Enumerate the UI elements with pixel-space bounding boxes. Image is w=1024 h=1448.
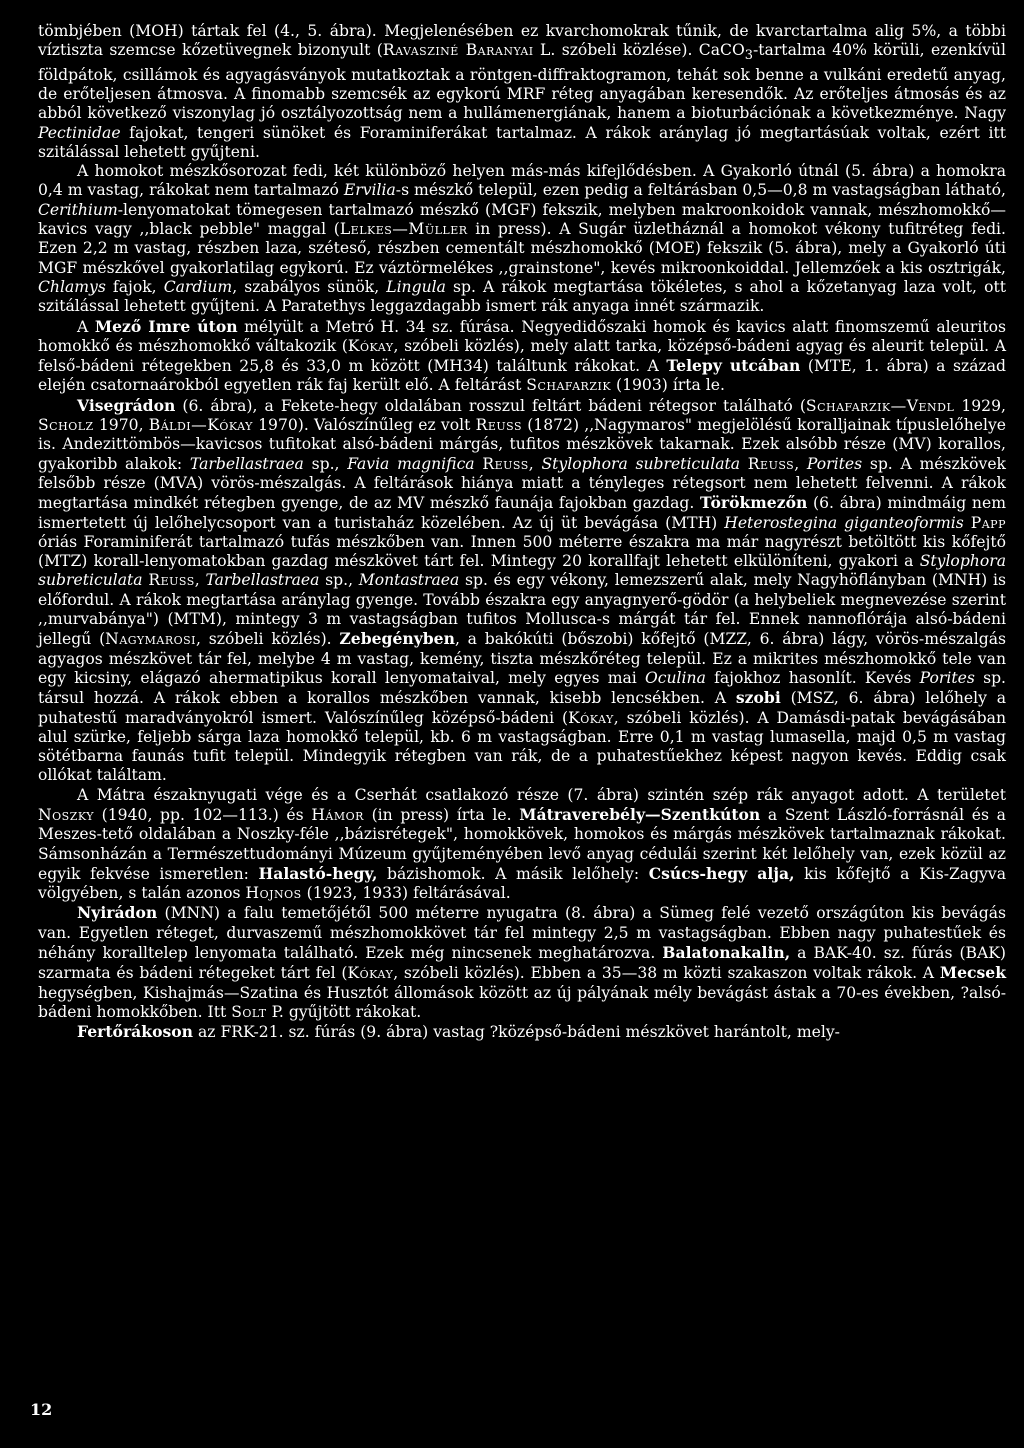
- taxon-name: Tarbellastraea: [189, 454, 304, 473]
- paragraph-metro-borehole: A Mező Imre úton mélyült a Metró H. 34 sz. fúrása. Negyedidőszaki homok és kavics alatt finomszemű aleuritos homokkő és mészhomokkő váltakozik (Kókay, szóbeli közlés), mely alatt tarka, középső-bádeni agyag és aleurit települ. A felső-bádeni rétegekben 25,8 és 33,0 m között (MH34) találtunk rákokat. A Telepy utcában (MTE, 1. ábra) a század elején csatornaárokból egyetlen rák faj került elő. A feltárást Schafarzik (1903) írta le.: [38, 316, 1006, 395]
- locality-name: Mező Imre úton: [94, 316, 238, 336]
- taxon-name: Oculina: [645, 668, 706, 687]
- taxon-name: Chlamys: [38, 277, 106, 296]
- locality-name: Telepy utcában: [666, 356, 801, 376]
- paragraph-visegrad: Visegrádon (6. ábra), a Fekete-hegy oldalában rosszul feltárt bádeni rétegsor található (Schafarzik—Vendl 1929, Scholz 1970, Báldi—Kókay 1970). Valószínűleg ez volt Reuss (1872) ,,Nagymaros" megjelölésű koralljainak típuslelőhelye is. Andezittömbös—kavicsos tufitokat alsó-bádeni márgás, tufitos mészkövek takarnak. Ezek alsóbb része (MV) korallos, gyakoribb alakok: Tarbellastraea sp., Favia magnifica Reuss, Stylophora subreticulata Reuss, Porites sp. A mészkövek felsőbb része (MVA) vörös-mészalgás. A feltárások hiánya miatt a tényleges rétegsort nem lehetett felvenni. A rákok megtartása mindkét rétegben gyenge, de az MV mészkő faunája fajokban gazdag. Törökmezőn (6. ábra) mindmáig nem ismertetett új lelőhelycsoport van a turistaház közelében. Az új üt bevágása (MTH) Heterostegina giganteoformis Papp óriás Foraminiferát tartalmazó tufás mészkőben van. Innen 500 méterre északra ma már nagyrészt betöltött kis kőfejtő (MTZ) korall-lenyomatokban gazdag mészkövet tárt fel. Mintegy 20 korallfajt lehetett elkülöníteni, gyakori a Stylophora subreticulata Reuss, Tarbellastraea sp., Montastraea sp. és egy vékony, lemezszerű alak, mely Nagyhöflányban (MNH) is előfordul. A rákok megtartása aránylag gyenge. Tovább északra egy anyagnyerő-gödör (a helybeliek megnevezése szerint ,,murvabánya") (MTM), mintegy 3 m vastagságban tufitos Mollusca-s márgát tár fel. Ennek nannoflórája alsó-bádeni jellegű (Nagymarosi, szóbeli közlés). Zebegényben, a bakókúti (bőszobi) kőfejtő (MZZ, 6. ábra) lágy, vörös-mészalgás agyagos mészkövet tár fel, melybe 4 m vastag, kemény, tiszta mészkőréteg települ. Ez a mikrites mészhomokkő tele van egy kicsiny, elágazó ahermatipikus korall lenyomataival, mely egyes mai Oculina fajokhoz hasonlít. Kevés Porites sp. társul hozzá. A rákok ebben a korallos mészkőben vannak, kisebb lencsékben. A szobi (MSZ, 6. ábra) lelőhely a puhatestű maradványokról ismert. Valószínűleg középső-bádeni (Kókay, szóbeli közlés). A Damásdi-patak bevágásában alul szürke, feljebb sárga laza homokkő települ, kb. 6 m vastagságban. Erre 0,1 m vastag lumasella, majd 0,5 m vastag sötétbarna faunás tufit települ. Mindegyik rétegben van rák, de a puhatestűekhez képest nagyon kevés. Eddig csak ollókat találtam.: [38, 395, 1007, 785]
- taxon-name: Porites: [919, 668, 975, 687]
- author-ref: Papp: [970, 513, 1006, 532]
- author-ref: Solt: [231, 1002, 267, 1021]
- paragraph-nyirad: Nyirádon (MNN) a falu temetőjétől 500 méterre nyugatra (8. ábra) a Sümeg felé vezető országúton kis bevágás van. Egyetlen réteget, durvaszemű mészhomokkövet tár fel mintegy 2,5 m vastagságban. Ebben nagy puhatestűek és néhány koralltelep lenyomata található. Ezek még nincsenek meghatározva. Balatonakalin, a BAK-40. sz. fúrás (BAK) szarmata és bádeni rétegeket tárt fel (Kókay, szóbeli közlés). Ebben a 35—38 m közti szakaszon voltak rákok. A Mecsek hegységben, Kishajmás—Szatina és Husztót állomások között az új pályának mély bevágást ástak a 70-es években, ?alsó-bádeni homokkőben. Itt Solt P. gyűjtött rákokat.: [38, 903, 1007, 1021]
- taxon-name: Heterostegina giganteoformis: [724, 513, 964, 532]
- paragraph-matra: A Mátra északnyugati vége és a Cserhát csatlakozó része (7. ábra) szintén szép rák anyagot adott. A területet Noszky (1940, pp. 102—113.) és Hámor (in press) írta le. Mátraverebély—Szentkúton a Szent László-forrásnál és a Meszes-tető oldalában a Noszky-féle ,,bázisrétegek", homokkövek, homokos és márgás mészkövek tartalmaznak rákokat. Sámsonházán a Természettudományi Múzeum gyűjteményében levő anyag cédulái szerint két lelőhely van, ezek közül az egyik fekvése ismeretlen: Halastó-hegy, bázishomok. A másik lelőhely: Csúcs-hegy alja, kis kőfejtő a Kis-Zagyva völgyében, s talán azonos Hojnos (1923, 1933) feltárásával.: [38, 785, 1007, 903]
- author-ref: Báldi—Kókay: [148, 416, 253, 435]
- taxon-name: Ervilia: [343, 181, 396, 200]
- taxon-name: Pectinidae: [38, 123, 121, 142]
- taxon-name: Cerithium: [38, 200, 118, 219]
- taxon-name: Tarbellastraea: [205, 571, 320, 590]
- author-ref: Kókay: [347, 336, 394, 355]
- author-ref: Hojnos: [245, 884, 302, 903]
- author-ref: Scholz: [38, 416, 94, 435]
- paragraph-limestone-cover: A homokot mészkősorozat fedi, két különböző helyen más-más kifejlődésben. A Gyakorló útnál (5. ábra) a homokra 0,4 m vastag, rákokat nem tartalmazó Ervilia-s mészkő települ, ezen pedig a feltárásban 0,5—0,8 m vastagságban látható, Cerithium-lenyomatokat tömegesen tartalmazó mészkő (MGF) fekszik, melyben makroonkoidok vannak, mészhomokkő—kavics vagy ,,black pebble" maggal (Lelkes—Müller in press). A Sugár üzletháznál a homokot vékony tufitréteg fedi. Ezen 2,2 m vastag, részben laza, széteső, részben cementált mészhomokkő (MOE) fekszik (5. ábra), mely a Gyakorló úti MGF mészkővel gyakorlatilag egykorú. Ez váztörmelékes ,,grainstone", kevés mikroonkoiddal. Jellemzőek a kis osztrigák, Chlamys fajok, Cardium, szabályos sünök, Lingula sp. A rákok megtartása tökéletes, s ahol a kőzetanyag laza volt, ott szitálással lehetett gyűjteni. A Paratethys leggazdagabb ismert rák anyaga innét származik.: [38, 162, 1006, 316]
- author-ref: Kókay: [347, 964, 394, 983]
- taxon-name: Porites: [806, 454, 863, 473]
- taxon-name: Cardium: [163, 277, 233, 296]
- author-ref: Schafarzik—Vendl: [805, 396, 955, 415]
- author-ref: Schafarzik: [526, 376, 612, 395]
- locality-name: Fertőrákoson: [77, 1022, 194, 1042]
- author-ref: Reuss: [482, 454, 529, 473]
- locality-name: Mátraverebély—Szentkúton: [519, 804, 761, 824]
- author-ref: Kókay: [568, 708, 614, 727]
- page-number: 12: [30, 1400, 53, 1419]
- taxon-name: Favia magnifica: [347, 454, 475, 473]
- author-ref: Reuss: [148, 571, 195, 590]
- taxon-name: Stylophora subreticulata: [541, 454, 741, 473]
- taxon-name: Stylophora subreticulata: [38, 552, 1006, 590]
- locality-name: Visegrádon: [77, 395, 176, 415]
- locality-name: szobi: [735, 688, 781, 708]
- taxon-name: Montastraea: [358, 571, 460, 590]
- paragraph-fertorakos: Fertőrákoson az FRK-21. sz. fúrás (9. ábra) vastag ?középső-bádeni mészkövet harántolt, mely-: [77, 1022, 840, 1042]
- locality-name: Mecsek: [939, 963, 1006, 983]
- locality-name: Balatonakalin,: [662, 943, 791, 963]
- author-ref: Noszky: [38, 805, 95, 824]
- author-ref: Reuss: [475, 416, 522, 435]
- locality-name: Törökmezőn: [700, 493, 808, 513]
- locality-name: Csúcs-hegy alja,: [648, 863, 795, 883]
- author-ref: Hámor: [311, 805, 364, 824]
- author-ref: Reuss: [747, 454, 795, 473]
- paragraph-moh-sand: tömbjében (MOH) tártak fel (4., 5. ábra). Megjelenésében ez kvarchomokrak tűnik, de kvarctartalma alig 5%, a többi víztiszta szemcse kőzetüvegnek bizonyult (Ravasziné Baranyai L. szóbeli közlése). CaCO$_3$-tartalma 40% körüli, ezenkívül földpátok, csillámok és agyagásványok mutatkoztak a röntgen-diffraktogramon, tehát sok benne a vulkáni eredetű anyag, de erőteljesen átmosva. A finomabb szemcsék az egykorú MRF réteg anyagában keresendők. Az erőteljes átmosás és az abból következő viszonylag jó osztályozottság nem a hullámenergiának, hanem a bioturbációnak a következménye. Nagy Pectinidae fajokat, tengeri sünöket és Foraminiferákat tartalmaz. A rákok aránylag jó megtartásúak voltak, ezért itt szitálással lehetett gyűjteni.: [38, 22, 1006, 161]
- locality-name: Halastó-hegy,: [258, 863, 378, 883]
- document-body: [38, 22, 1006, 1043]
- author-ref: Lelkes—Müller: [339, 220, 468, 239]
- author-ref: Nagymarosi: [105, 630, 197, 649]
- locality-name: Nyirádon: [77, 903, 158, 923]
- taxon-name: Lingula: [386, 277, 446, 296]
- locality-name: Zebegényben: [339, 629, 455, 649]
- author-ref: Ravasziné Baranyai: [382, 41, 534, 60]
